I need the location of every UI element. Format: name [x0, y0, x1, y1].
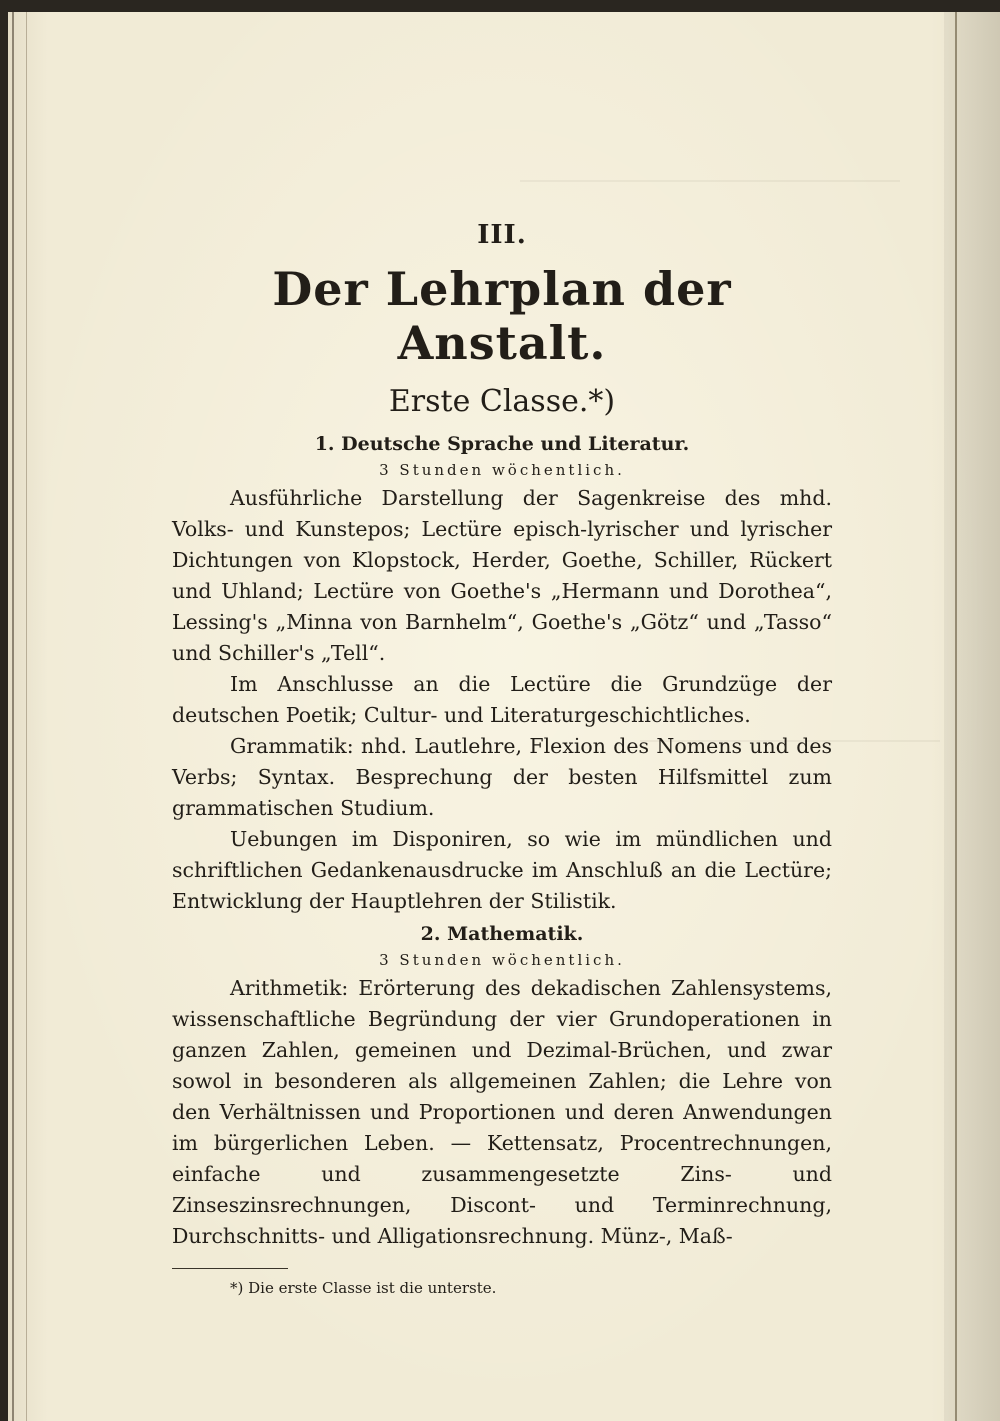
page-content	[172, 220, 832, 1297]
next-page-fold	[955, 12, 957, 1421]
paragraph: Uebungen im Disponiren, so wie im mündlichen und schriftlichen Gedankenausdrucke im Anschluß an die Lectüre; Entwicklung der Hauptlehren der Stilistik.	[172, 827, 832, 913]
chapter-title: Der Lehrplan der Anstalt.	[272, 262, 732, 370]
chapter-number: III.	[477, 220, 527, 250]
section-heading: 2. Mathematik.	[420, 923, 584, 945]
show-through-bleed	[520, 120, 900, 182]
page-gutter-edge	[12, 12, 14, 1421]
section-heading: 1. Deutsche Sprache und Literatur.	[314, 433, 690, 455]
section-hours: 3 Stunden wöchentlich.	[379, 461, 625, 479]
page-gutter-fold	[26, 12, 27, 1421]
section-mathematics	[172, 923, 832, 1252]
footnote-rule	[172, 1268, 288, 1269]
paragraph: Grammatik: nhd. Lautlehre, Flexion des Nomens und des Verbs; Syntax. Besprechung der besten Hilfsmittel zum grammatischen Studium.	[172, 734, 832, 820]
next-page-edge	[944, 12, 1000, 1421]
footnote: *) Die erste Classe ist die unterste.	[230, 1279, 497, 1297]
paragraph: Arithmetik: Erörterung des dekadischen Zahlensystems, wissenschaftliche Begründung der vier Grundoperationen in ganzen Zahlen, gemeinen und Dezimal-Brüchen, und zwar sowol in besonderen als allgemeinen Zahlen; die Lehre von den Verhältnissen und Proportionen und deren Anwendungen im bürgerlichen Leben. — Kettensatz, Procentrechnungen, einfache und zusammengesetzte Zins- und Zinseszinsrechnungen, Discont- und Terminrechnung, Durchschnitts- und Alligationsrechnung. Münz-, Maß-	[172, 976, 832, 1248]
paragraph: Ausführliche Darstellung der Sagenkreise des mhd. Volks- und Kunstepos; Lectüre episch-lyrischer und lyrischer Dichtungen von Klopstock, Herder, Goethe, Schiller, Rückert und Uhland; Lectüre von Goethe's „Hermann und Dorothea“, Lessing's „Minna von Barnhelm“, Goethe's „Götz“ und „Tasso“ und Schiller's „Tell“.	[172, 486, 832, 665]
paragraph: Im Anschlusse an die Lectüre die Grundzüge der deutschen Poetik; Cultur- und Literaturgeschichtliches.	[172, 672, 832, 727]
section-hours: 3 Stunden wöchentlich.	[379, 951, 625, 969]
class-heading: Erste Classe.*)	[388, 384, 616, 419]
section-german	[172, 433, 832, 917]
